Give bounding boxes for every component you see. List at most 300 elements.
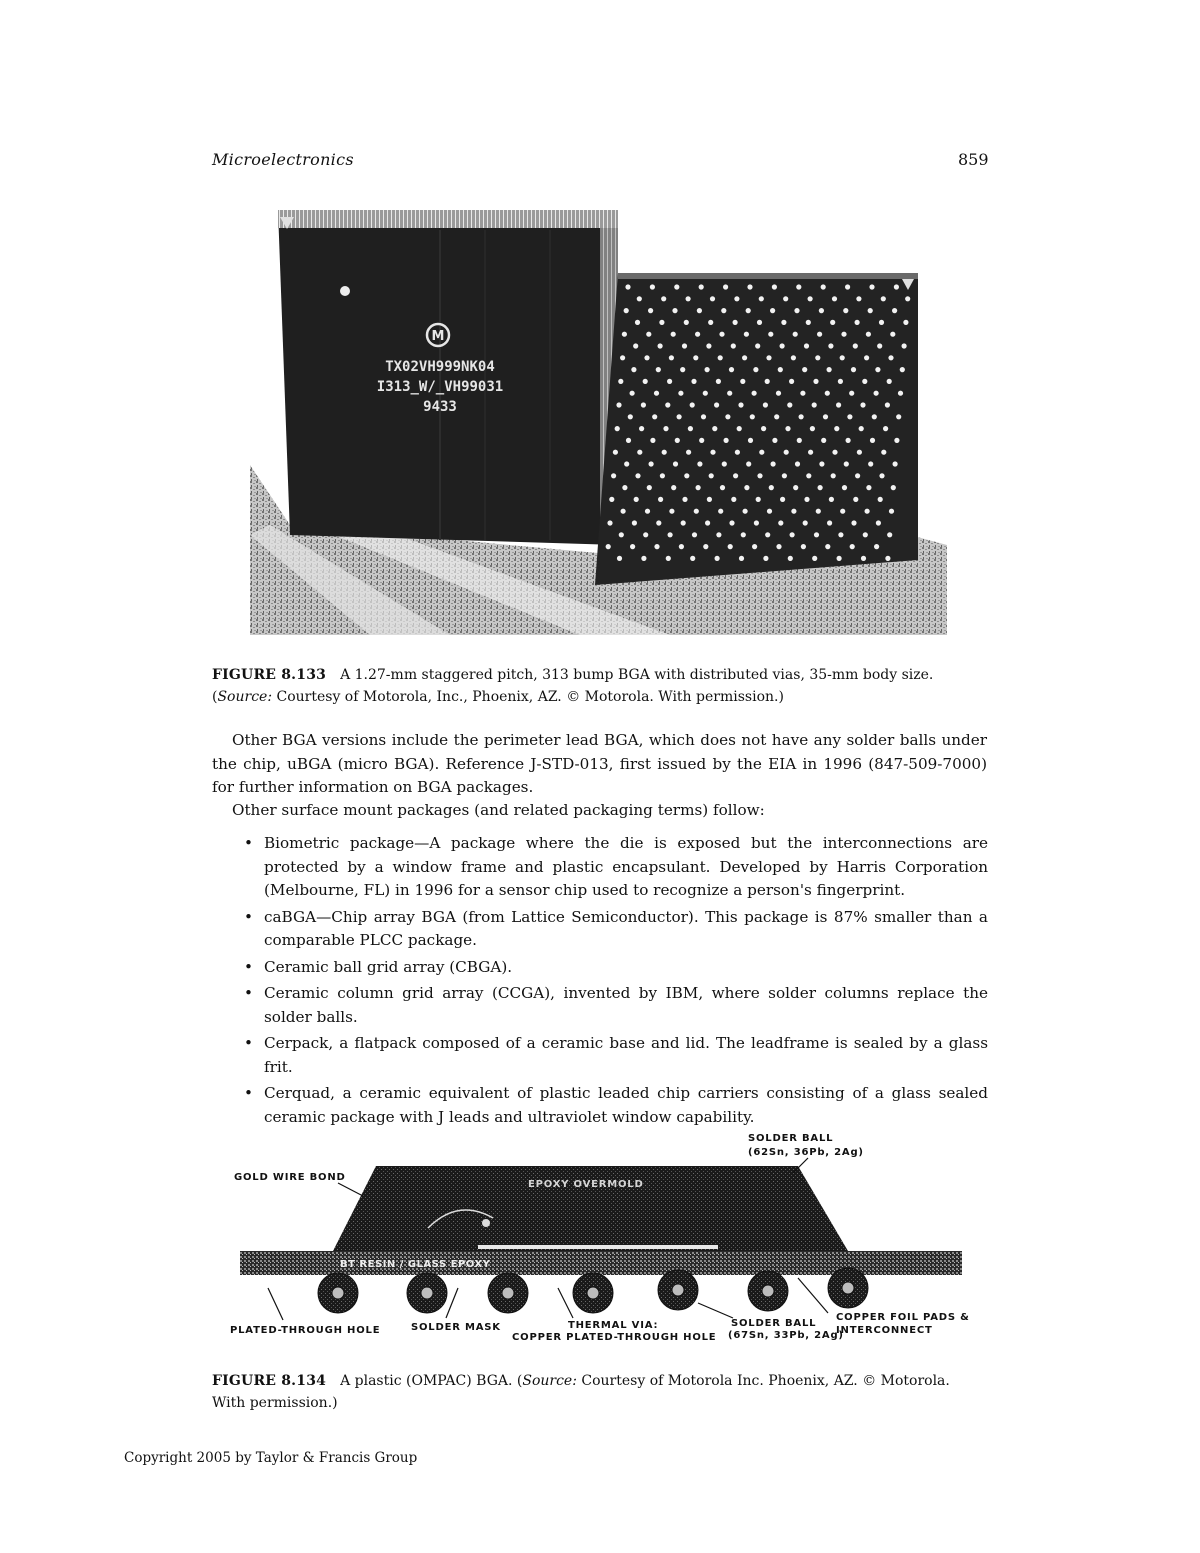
solder-ball-dot (712, 426, 717, 431)
solder-ball-dot (780, 343, 785, 348)
solder-ball-dot (622, 332, 627, 337)
solder-ball-dot (825, 544, 830, 549)
solder-ball-dot (682, 343, 687, 348)
label-bt-resin: BT RESIN / GLASS EPOXY (340, 1259, 491, 1270)
solder-ball-dot (703, 391, 708, 396)
solder-ball-dot (618, 379, 623, 384)
solder-ball-dot (782, 473, 787, 478)
solder-ball-dot (827, 520, 832, 525)
solder-ball-dot (874, 544, 879, 549)
solder-ball-dot (879, 473, 884, 478)
list-item: • Biometric package—A package where the die is exposed but the interconnections are protected by a window frame and plastic encapsulant. Developed by Harris Corporation (Melbourne, FL) in 1996 for a sensor chip used to recognize a person's fingerprint. (244, 834, 988, 899)
solder-ball-dot (804, 497, 809, 502)
label-solder-ball-top-composition: (62Sn, 36Pb, 2Ag) (748, 1147, 864, 1158)
solder-ball-dot (849, 391, 854, 396)
solder-ball-dot (837, 556, 842, 561)
solder-ball-dot (791, 509, 796, 514)
solder-ball-dot (817, 332, 822, 337)
solder-ball-dot (874, 391, 879, 396)
solder-ball-dot (846, 438, 851, 443)
solder-ball-dot (819, 308, 824, 313)
list-item: • Ceramic ball grid array (CBGA). (244, 956, 988, 980)
solder-ball-dot (794, 308, 799, 313)
solder-ball-dot (765, 532, 770, 537)
solder-ball-dot (635, 320, 640, 325)
solder-ball-dot (696, 485, 701, 490)
solder-ball-dot (838, 532, 843, 537)
solder-ball-dot (834, 426, 839, 431)
solder-ball-dot (768, 332, 773, 337)
solder-ball-dot (632, 520, 637, 525)
solder-ball-dot (860, 402, 865, 407)
solder-ball-dot (705, 367, 710, 372)
solder-ball-dot (656, 520, 661, 525)
solder-ball-dot (754, 520, 759, 525)
solder-ball-dot (669, 355, 674, 360)
solder-ball-dot (707, 497, 712, 502)
solder-ball-dot (864, 355, 869, 360)
label-copper-foil-interconnect: INTERCONNECT (836, 1325, 933, 1336)
solder-ball-dot (674, 284, 679, 289)
bullet-icon: • (244, 984, 253, 1002)
solder-ball-dot (748, 438, 753, 443)
solder-ball-dot (829, 497, 834, 502)
solder-ball-dot (643, 379, 648, 384)
solder-ball-dot (770, 308, 775, 313)
solder-ball-dot (658, 497, 663, 502)
solder-ball-dot (784, 450, 789, 455)
solder-ball-dot (741, 532, 746, 537)
list-item: • Ceramic column grid array (CCGA), invented by IBM, where solder columns replace the solder balls. (244, 984, 988, 1026)
solder-ball-dot (740, 379, 745, 384)
solder-ball-dot (808, 296, 813, 301)
solder-ball-dot (783, 296, 788, 301)
solder-ball-dot (615, 426, 620, 431)
solder-ball-dot (788, 556, 793, 561)
solder-ball-dot (863, 532, 868, 537)
solder-ball-dot (747, 284, 752, 289)
solder-ball-dot (812, 556, 817, 561)
solder-ball-dot (742, 355, 747, 360)
figure-label: FIGURE 8.133 (212, 667, 327, 683)
figure-8-133-caption (212, 664, 987, 708)
solder-ball-dot (795, 461, 800, 466)
list-item: • Cerquad, a ceramic equivalent of plastic leaded chip carriers consisting of a glass sealed ceramic package with J leads and ultraviolet window capability. (244, 1084, 988, 1126)
solder-ball-dot (671, 485, 676, 490)
solder-ball-dot (887, 532, 892, 537)
label-thermal-via: THERMAL VIA: (568, 1320, 659, 1331)
solder-ball-dot (666, 556, 671, 561)
figure-label: FIGURE 8.134 (212, 1373, 327, 1389)
solder-ball-dot (771, 461, 776, 466)
solder-ball-dot (624, 308, 629, 313)
solder-ball-dot (684, 473, 689, 478)
solder-ball-dot (851, 520, 856, 525)
solder-ball-dot (808, 450, 813, 455)
solder-ball-dot (699, 438, 704, 443)
solder-ball-dot (668, 532, 673, 537)
solder-ball-dot (888, 355, 893, 360)
motorola-logo-icon: M (431, 329, 445, 344)
solder-ball-dot (793, 332, 798, 337)
solder-ball-dot (727, 391, 732, 396)
solder-ball-dot (622, 485, 627, 490)
solder-ball-dot (790, 532, 795, 537)
solder-ball-dot (885, 556, 890, 561)
solder-ball-dot (868, 461, 873, 466)
solder-ball-dot (708, 320, 713, 325)
solder-ball-dot (766, 355, 771, 360)
solder-ball-dot (883, 426, 888, 431)
solder-ball-dot (650, 438, 655, 443)
solder-ball-dot (769, 485, 774, 490)
solder-ball-dot (701, 414, 706, 419)
solder-ball-dot (733, 320, 738, 325)
solder-ball-dot (772, 284, 777, 289)
solder-ball-dot (735, 450, 740, 455)
package-list (244, 832, 988, 1132)
solder-ball-dot (843, 308, 848, 313)
solder-ball-dot (879, 320, 884, 325)
solder-ball-dot (841, 332, 846, 337)
solder-ball-dot (710, 450, 715, 455)
solder-ball-dot (723, 284, 728, 289)
solder-ball-dot (686, 296, 691, 301)
solder-ball-dot (630, 391, 635, 396)
solder-ball-dot (643, 532, 648, 537)
solder-ball-dot (671, 332, 676, 337)
solder-ball-dot (693, 355, 698, 360)
solder-ball-dot (869, 284, 874, 289)
solder-ball-dot (813, 379, 818, 384)
solder-ball-dot (645, 509, 650, 514)
solder-ball-dot (832, 296, 837, 301)
solder-ball-dot (734, 296, 739, 301)
caption-source: Source: (522, 1373, 577, 1389)
solder-ball-dot (823, 414, 828, 419)
solder-ball-dot (686, 450, 691, 455)
solder-ball-dot (878, 497, 883, 502)
solder-ball-dot (650, 284, 655, 289)
label-epoxy-overmold: EPOXY OVERMOLD (528, 1179, 644, 1190)
solder-ball-dot (832, 450, 837, 455)
solder-ball-dot (678, 391, 683, 396)
label-solder-ball-top: SOLDER BALL (748, 1133, 834, 1144)
solder-ball-dot (830, 320, 835, 325)
bullet-icon: • (244, 834, 253, 852)
solder-ball-dot (737, 426, 742, 431)
solder-ball-dot (729, 367, 734, 372)
solder-ball-dot (757, 320, 762, 325)
solder-ball-dot (778, 367, 783, 372)
solder-ball-dot (684, 320, 689, 325)
solder-ball-dot (728, 544, 733, 549)
solder-ball-dot (799, 414, 804, 419)
solder-ball-dot (659, 320, 664, 325)
solder-ball-dot (845, 284, 850, 289)
solder-ball-dot (806, 473, 811, 478)
solder-ball-dot (750, 414, 755, 419)
solder-ball-dot (656, 367, 661, 372)
solder-ball-dot (881, 450, 886, 455)
solder-ball-dot (716, 532, 721, 537)
body-paragraph-1: Other BGA versions include the perimeter lead BGA, which does not have any solder balls under the chip, uBGA (micro BGA). Reference J-STD-013, first issued by the EIA in 1996 (847-509-7000) for further information on BGA packages. (212, 731, 987, 796)
caption-text: A 1.27-mm staggered pitch, 313 bump BGA with distributed vias, 35-mm body size. ( (212, 667, 934, 705)
solder-ball-dot (776, 391, 781, 396)
label-gold-wire-bond: GOLD WIRE BOND (234, 1172, 346, 1183)
solder-ball-dot (816, 509, 821, 514)
figure-8-134-caption (212, 1370, 987, 1414)
solder-ball-dot (630, 544, 635, 549)
solder-ball-dot (617, 556, 622, 561)
solder-ball-dot (697, 461, 702, 466)
label-thermal-via-detail: COPPER PLATED-THROUGH HOLE (512, 1332, 717, 1343)
solder-ball-dot (697, 308, 702, 313)
solder-ball-dot (896, 414, 901, 419)
solder-ball-dot (690, 402, 695, 407)
solder-ball-dot (847, 414, 852, 419)
chip-marking-line-1: TX02VH999NK04 (385, 359, 495, 375)
solder-ball-dot (644, 355, 649, 360)
solder-ball-dot (772, 438, 777, 443)
solder-ball-dot (887, 379, 892, 384)
solder-ball-dot (688, 426, 693, 431)
solder-ball-dot (842, 485, 847, 490)
bullet-icon: • (244, 1084, 253, 1102)
solder-ball-dot (791, 355, 796, 360)
solder-ball-dot (663, 426, 668, 431)
bullet-icon: • (244, 907, 253, 926)
solder-ball-dot (761, 426, 766, 431)
solder-ball-dot (900, 367, 905, 372)
solder-ball-dot (778, 520, 783, 525)
solder-ball-dot (665, 402, 670, 407)
list-item: • caBGA—Chip array BGA (from Lattice Semiconductor). This package is 87% smaller than a comparable PLCC package. (244, 907, 988, 949)
chip-marking-line-3: 9433 (423, 399, 457, 415)
solder-ball-dot (894, 438, 899, 443)
solder-ball-dot (722, 461, 727, 466)
solder-ball-dot (903, 320, 908, 325)
solder-ball-dot (720, 485, 725, 490)
solder-ball-dot (619, 532, 624, 537)
solder-ball-dot (875, 367, 880, 372)
solder-ball-dot (796, 284, 801, 289)
solder-ball-dot (898, 391, 903, 396)
solder-ball-dot (828, 343, 833, 348)
solder-ball-dot (733, 473, 738, 478)
solder-ball-dot (881, 296, 886, 301)
copyright-footer: Copyright 2005 by Taylor & Francis Group (124, 1450, 418, 1466)
solder-ball-dot (806, 320, 811, 325)
solder-ball-dot (639, 426, 644, 431)
solder-ball-dot (891, 485, 896, 490)
solder-ball-dot (719, 332, 724, 337)
ompac-bga-cross-section (228, 1128, 973, 1343)
solder-ball-dot (681, 520, 686, 525)
solder-ball-dot (621, 509, 626, 514)
solder-ball-dot (606, 544, 611, 549)
caption-source: Source: (217, 689, 273, 705)
chip-marking-line-2: I313_W/_VH99031 (376, 379, 504, 395)
solder-ball-dot (815, 355, 820, 360)
solder-ball-dot (840, 355, 845, 360)
solder-ball-dot (641, 556, 646, 561)
solder-ball-dot (800, 391, 805, 396)
solder-ball-dot (613, 450, 618, 455)
solder-ball-dot (785, 426, 790, 431)
solder-ball-dot (825, 391, 830, 396)
solder-ball-dot (691, 379, 696, 384)
solder-ball-dot (870, 438, 875, 443)
solder-ball-dot (756, 497, 761, 502)
running-header-title: Microelectronics (212, 150, 354, 169)
solder-ball-dot (862, 379, 867, 384)
solder-ball-dot (857, 450, 862, 455)
solder-ball-dot (715, 556, 720, 561)
solder-ball-dot (752, 391, 757, 396)
solder-ball-dot (831, 473, 836, 478)
bullet-icon: • (244, 957, 253, 976)
solder-ball-dot (637, 450, 642, 455)
solder-ball-dot (802, 367, 807, 372)
solder-ball-dot (763, 556, 768, 561)
solder-ball-dot (801, 544, 806, 549)
solder-ball-dot (865, 509, 870, 514)
solder-ball-dot (744, 332, 749, 337)
solder-ball-dot (729, 520, 734, 525)
label-solder-ball-bottom-composition: (67Sn, 33Pb, 2Ag) (728, 1330, 844, 1341)
solder-ball-dot (658, 343, 663, 348)
solder-ball-dot (844, 461, 849, 466)
solder-ball-dot (682, 497, 687, 502)
solder-ball-dot (652, 414, 657, 419)
solder-ball-dot (699, 284, 704, 289)
solder-ball-dot (889, 509, 894, 514)
solder-ball-dot (780, 497, 785, 502)
solder-ball-dot (646, 332, 651, 337)
solder-ball-dot (620, 355, 625, 360)
solder-ball-dot (635, 473, 640, 478)
solder-ball-dot (821, 284, 826, 289)
solder-ball-dot (797, 438, 802, 443)
solder-ball-dot (827, 367, 832, 372)
solder-ball-dot (803, 520, 808, 525)
solder-ball-dot (743, 509, 748, 514)
solder-ball-dot (667, 379, 672, 384)
solder-ball-dot (607, 520, 612, 525)
solder-ball-dot (718, 509, 723, 514)
solder-ball-dot (724, 438, 729, 443)
solder-ball-dot (718, 355, 723, 360)
solder-ball-dot (753, 367, 758, 372)
solder-ball-dot (767, 509, 772, 514)
solder-ball-dot (851, 367, 856, 372)
solder-ball-dot (731, 343, 736, 348)
page-number: 859 (958, 150, 989, 169)
solder-ball-dot (641, 402, 646, 407)
solder-ball-dot (890, 332, 895, 337)
solder-ball-dot (855, 320, 860, 325)
solder-ball-dot (776, 544, 781, 549)
solder-ball-dot (706, 343, 711, 348)
solder-ball-dot (695, 332, 700, 337)
solder-ball-dot (866, 332, 871, 337)
solder-ball-dot (850, 544, 855, 549)
solder-ball-dot (609, 497, 614, 502)
solder-ball-dot (755, 343, 760, 348)
solder-ball-dot (677, 414, 682, 419)
solder-ball-dot (694, 509, 699, 514)
solder-ball-dot (793, 485, 798, 490)
solder-ball-dot (714, 402, 719, 407)
list-item: • Cerpack, a flatpack composed of a ceramic base and lid. The leadframe is sealed by a glass frit. (244, 1034, 988, 1076)
solder-ball-dot (759, 296, 764, 301)
solder-ball-dot (774, 414, 779, 419)
solder-ball-dot (631, 367, 636, 372)
solder-ball-dot (838, 379, 843, 384)
solder-ball-dot (739, 556, 744, 561)
solder-ball-dot (673, 461, 678, 466)
solder-ball-dot (905, 296, 910, 301)
solder-ball-dot (821, 438, 826, 443)
label-copper-foil-pads: COPPER FOIL PADS & (836, 1312, 970, 1323)
solder-ball-dot (893, 461, 898, 466)
solder-ball-dot (859, 426, 864, 431)
solder-ball-dot (634, 497, 639, 502)
solder-ball-dot (763, 402, 768, 407)
solder-ball-dot (705, 520, 710, 525)
solder-ball-dot (804, 343, 809, 348)
solder-ball-dot (721, 308, 726, 313)
solder-ball-dot (781, 320, 786, 325)
solder-ball-dot (680, 367, 685, 372)
solder-ball-dot (692, 532, 697, 537)
solder-ball-dot (814, 532, 819, 537)
solder-ball-dot (818, 485, 823, 490)
solder-ball-dot (662, 450, 667, 455)
solder-ball-dot (637, 296, 642, 301)
solder-ball-dot (654, 391, 659, 396)
solder-ball-dot (654, 544, 659, 549)
solder-ball-dot (787, 402, 792, 407)
bullet-icon: • (244, 1034, 253, 1052)
solder-ball-dot (853, 497, 858, 502)
solder-ball-dot (894, 284, 899, 289)
solder-ball-dot (812, 402, 817, 407)
bga-package-photo (250, 205, 947, 635)
solder-ball-dot (648, 308, 653, 313)
solder-ball-dot (810, 426, 815, 431)
solder-ball-dot (836, 402, 841, 407)
solder-ball-dot (625, 284, 630, 289)
solder-ball-dot (856, 296, 861, 301)
solder-ball-dot (616, 402, 621, 407)
label-plated-through-hole: PLATED-THROUGH HOLE (230, 1325, 381, 1336)
solder-ball-dot (902, 343, 907, 348)
solder-ball-dot (690, 556, 695, 561)
solder-ball-dot (757, 473, 762, 478)
solder-ball-dot (868, 308, 873, 313)
solder-ball-dot (633, 343, 638, 348)
solder-ball-dot (866, 485, 871, 490)
solder-ball-dot (819, 461, 824, 466)
solder-ball-dot (725, 414, 730, 419)
solder-ball-dot (744, 485, 749, 490)
solder-ball-dot (853, 343, 858, 348)
solder-ball-dot (624, 461, 629, 466)
solder-ball-dot (628, 414, 633, 419)
body-paragraph-2: Other surface mount packages (and related packaging terms) follow: (232, 801, 765, 819)
